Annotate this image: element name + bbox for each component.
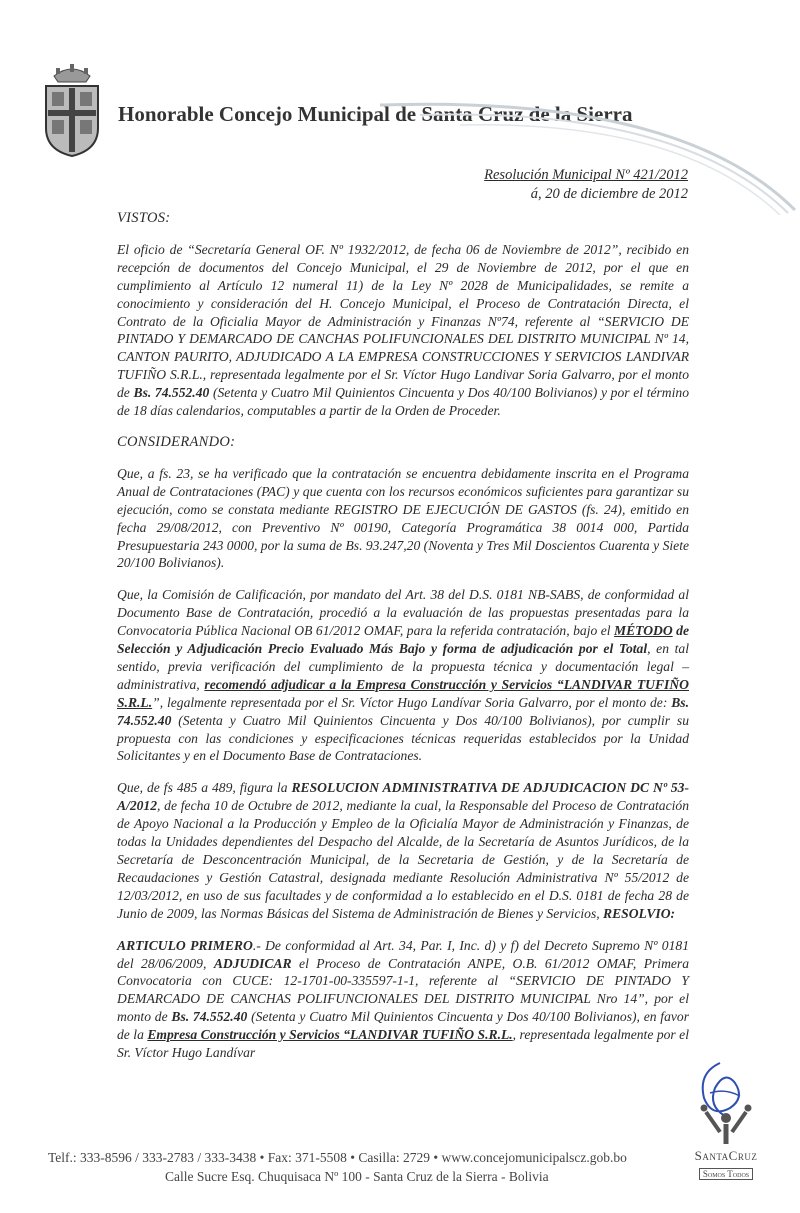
vistos-paragraph: El oficio de “Secretaría General OF. Nº 1932/2012, de fecha 06 de Noviembre de 2012”, recibido en recepción de documentos del Concejo Municipal, el 29 de Noviembre de 2012, por el que en cumplimiento al Artículo 12 numeral 11) de la Ley Nº 2028 de Municipalidades, se remite a conocimiento y consideración del H. Concejo Municipal, el Proceso de Contratación Directa, el Contrato de la Oficialia Mayor de Administración y Finanzas Nº74, referente al “SERVICIO DE PINTADO Y DEMARCADO DE CANCHAS POLIFUNCIONALES DEL DISTRITO MUNICIPAL Nº 14, CANTON PAURITO, ADJUDICADO A LA EMPRESA CONSTRUCCIONES Y SERVICIOS LANDIVAR TUFIÑO S.R.L., representada legalmente por el Sr. Víctor Hugo Landivar Soria Galvarro, por el monto de Bs. 74.552.40 (Setenta y Cuatro Mil Quinientos Cincuenta y Dos 40/100 Bolivianos) y por el término de 18 días calendarios, computables a partir de la Orden de Proceder. (117, 241, 689, 419)
logo-main-text: SantaCruz (694, 1148, 758, 1163)
footer-contact (48, 1148, 627, 1186)
considerando-paragraph-1: Que, a fs. 23, se ha verificado que la contratación se encuentra debidamente inscrita en el Programa Anual de Contrataciones (PAC) y que cuenta con los recursos económicos suficientes para garantizar su ejecución, como se constata mediante REGISTRO DE EJECUCIÓN DE GASTOS (fs. 24), emitido en fecha 29/08/2012, con Preventivo Nº 00190, Categoría Programática 38 0014 000, Partida Presupuestaria 243 0000, por la suma de Bs. 93.247,20 (Noventa y Tres Mil Doscientos Cuarenta y Siete 20/100 Bolivianos). (117, 465, 689, 571)
resolution-block (484, 166, 688, 204)
coat-of-arms-icon (40, 58, 104, 158)
footer-line-1: Telf.: 333-8596 / 333-2783 / 333-3438 • Fax: 371-5508 • Casilla: 2729 • www.concejomunicipalscz.gob.bo (48, 1150, 627, 1165)
considerando-paragraph-3: Que, de fs 485 a 489, figura la RESOLUCION ADMINISTRATIVA DE ADJUDICACION DC Nº 53-A/2012, de fecha 10 de Octubre de 2012, mediante la cual, la Responsable del Proceso de Contratación de Apoyo Nacional a la Producción y Empleo de la Oficialía Mayor de Administración y Finanzas, de todas la Unidades dependientes del Despacho del Alcalde, de la Secretaría de Asuntos Jurídicos, de la Secretaría de Desconcentración Municipal, de la Secretaria de Gestión, y de la Secretaría de Recaudaciones y Gestión Catastral, designada mediante Resolución Administrativa Nº 55/2012 de 12/03/2012, en uso de sus facultades y de conformidad a lo establecido en el D.S. 0181 de fecha 28 de Junio de 2009, las Normas Básicas del Sistema de Administración de Bienes y Servicios, RESOLVIO: (117, 780, 689, 921)
logo-sub-text: Somos Todos (699, 1168, 753, 1180)
considerando-paragraph-2: Que, la Comisión de Calificación, por mandato del Art. 38 del D.S. 0181 NB-SABS, de conformidad al Documento Base de Contratación, procedió a la evaluación de las propuestas presentadas para la Convocatoria Pública Nacional OB 61/2012 OMAF, para la referida contratación, bajo el MÉTODO de Selección y Adjudicación Precio Evaluado Más Bajo y forma de adjudicación por el Total, en tal sentido, previa verificación del cumplimiento de la propuesta técnica y documentación legal – administrativa, recomendó adjudicar a la Empresa Construcción y Servicios “LANDIVAR TUFIÑO S.R.L.”, legalmente representada por el Sr. Víctor Hugo Landívar Soria Galvarro, por el monto de: Bs. 74.552.40 (Setenta y Cuatro Mil Quinientos Cincuenta y Dos 40/100 Bolivianos), por cumplir su propuesta con las condiciones y especificaciones técnicas requeridas establecidos por la Unidad Solicitantes y en el Documento Base de Contrataciones. (117, 587, 690, 764)
vistos-heading: VISTOS: (117, 210, 171, 226)
organization-name: Honorable Concejo Municipal de Santa Cruz de la Sierra (118, 102, 633, 126)
articulo-primero: ARTICULO PRIMERO.- De conformidad al Art. 34, Par. I, Inc. d) y f) del Decreto Supremo Nº 0181 del 28/06/2009, ADJUDICAR el Proceso de Contratación ANPE, O.B. 61/2012 OMAF, Primera Convocatoria con CUCE: 12-1701-00-335597-1-1, referente al “SERVICIO DE PINTADO Y DEMARCADO DE CANCHAS POLIFUNCIONALES DEL DISTRITO MUNICIPAL Nro 14”, por el monto de Bs. 74.552.40 (Setenta y Cuatro Mil Quinientos Cincuenta y Dos 40/100 Bolivianos), en favor de la Empresa Construcción y Servicios “LANDIVAR TUFIÑO S.R.L., representada legalmente por el Sr. Víctor Hugo Landívar (117, 937, 690, 1061)
footer-line-2: Calle Sucre Esq. Chuquisaca Nº 100 - Santa Cruz de la Sierra - Bolivia (165, 1169, 549, 1184)
resolution-date: á, 20 de diciembre de 2012 (530, 186, 688, 202)
santa-cruz-logo-text (686, 1148, 766, 1182)
resolution-number: Resolución Municipal Nº 421/2012 (484, 167, 688, 183)
document-body (117, 210, 689, 1076)
considerando-heading: CONSIDERANDO: (117, 433, 236, 450)
